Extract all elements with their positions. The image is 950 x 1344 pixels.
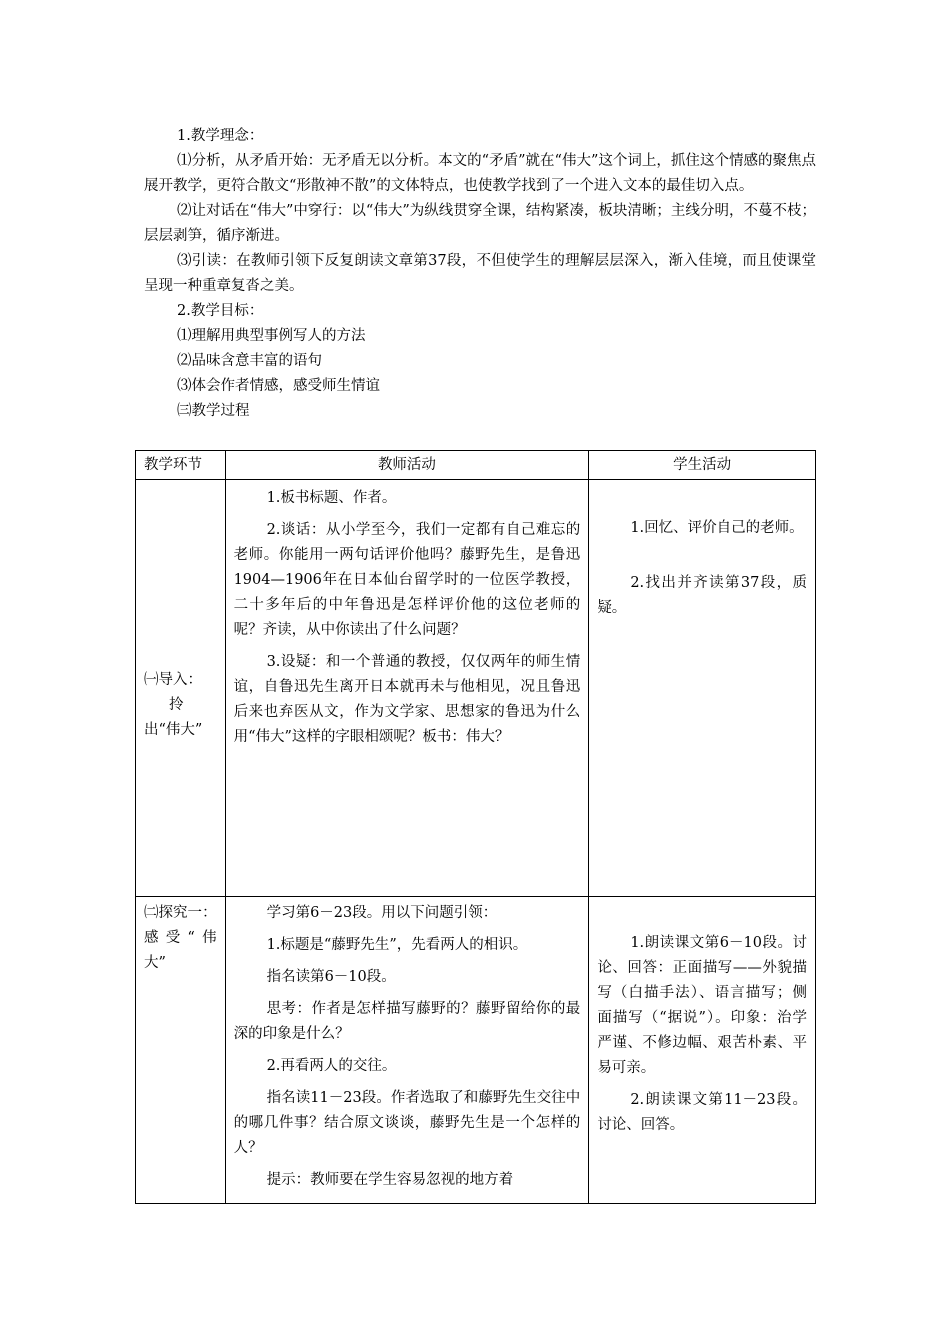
teacher-activity-cell <box>225 897 589 1204</box>
student-step: 1.回忆、评价自己的老师。 <box>630 520 804 536</box>
table-row <box>136 480 816 897</box>
teacher-step: 学习第6－23段。用以下问题引领： <box>266 905 498 921</box>
stage-subtitle: 拎出“伟大” <box>144 697 203 738</box>
teaching-philosophy-heading: 1.教学理念： <box>177 128 264 144</box>
goal-item-1: ⑴理解用典型事例写人的方法 <box>177 328 366 344</box>
teacher-step: 2.谈话：从小学至今，我们一定都有自己难忘的老师。你能用一两句话评价他吗？藤野先生，是鲁迅1904—1906年在日本仙台留学时的一位医学教授，二十多年后的中年鲁迅是怎样评价他的这位老师的呢？齐读，从中你读出了什么问题？ <box>233 522 581 638</box>
teacher-step: 2.再看两人的交往。 <box>266 1058 397 1074</box>
table-row <box>136 897 816 1204</box>
student-activity-cell <box>589 480 816 897</box>
teacher-step: 3.设疑：和一个普通的教授，仅仅两年的师生情谊，自鲁迅先生离开日本就再未与他相见，况且鲁迅后来也弃医从文，作为文学家、思想家的鲁迅为什么用“伟大”这样的字眼相颂呢？板书：伟大？ <box>233 654 581 745</box>
student-activity-cell <box>589 897 816 1204</box>
philosophy-item-3: ⑶引读：在教师引领下反复朗读文章第37段，不但使学生的理解层层深入，渐入佳境，而且使课堂呈现一种重章复沓之美。 <box>144 253 816 294</box>
header-teacher-activity: 教师活动 <box>225 451 589 480</box>
teaching-goals-heading: 2.教学目标： <box>177 303 264 319</box>
table-header-row <box>136 451 816 480</box>
teacher-step: 指名读第6－10段。 <box>266 969 396 985</box>
header-stage: 教学环节 <box>136 451 226 480</box>
header-student-activity: 学生活动 <box>589 451 816 480</box>
goal-item-3: ⑶体会作者情感，感受师生情谊 <box>177 378 380 394</box>
teacher-activity-cell <box>225 480 589 897</box>
philosophy-item-1: ⑴分析，从矛盾开始：无矛盾无以分析。本文的“矛盾”就在“伟大”这个词上，抓住这个情感的聚焦点展开教学，更符合散文“形散神不散”的文体特点，也使教学找到了一个进入文本的最佳切入点。 <box>144 153 816 194</box>
goal-item-2: ⑵品味含意丰富的语句 <box>177 353 322 369</box>
teaching-process-table <box>135 450 816 1204</box>
student-step: 2.朗读课文第11－23段。讨论、回答。 <box>597 1092 807 1133</box>
student-step: 1.朗读课文第6－10段。讨论、回答：正面描写——外貌描写（白描手法）、语言描写；侧面描写（“据说”）。印象：治学严谨、不修边幅、艰苦朴素、平易可亲。 <box>597 935 807 1076</box>
stage-title: ㈠导入： <box>144 672 202 688</box>
stage-cell <box>136 480 226 897</box>
teacher-step: 指名读11－23段。作者选取了和藤野先生交往中的哪几件事？结合原文谈谈，藤野先生是一个怎样的人？ <box>233 1090 581 1156</box>
student-step: 2.找出并齐读第37段，质疑。 <box>597 575 807 616</box>
philosophy-item-2: ⑵让对话在“伟大”中穿行：以“伟大”为纵线贯穿全课，结构紧凑，板块清晰；主线分明，不蔓不枝；层层剥笋，循序渐进。 <box>144 203 816 244</box>
teaching-process-heading: ㈢教学过程 <box>177 403 250 419</box>
stage-cell <box>136 897 226 1204</box>
teacher-step: 思考：作者是怎样描写藤野的？藤野留给你的最深的印象是什么？ <box>233 1001 581 1042</box>
teacher-step: 提示：教师要在学生容易忽视的地方着 <box>266 1172 514 1188</box>
teacher-step: 1.标题是“藤野先生”，先看两人的相识。 <box>266 937 528 953</box>
intro-section <box>144 124 816 424</box>
stage-title: ㈡探究一：感受“伟大” <box>144 905 217 971</box>
teacher-step: 1.板书标题、作者。 <box>266 490 397 506</box>
